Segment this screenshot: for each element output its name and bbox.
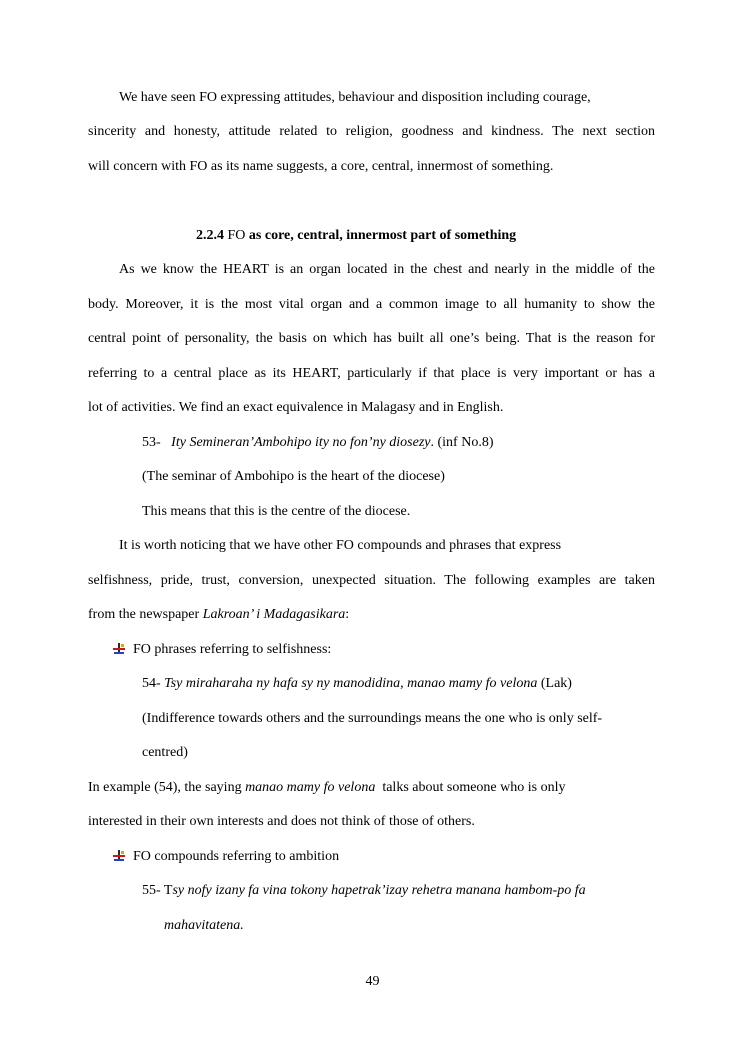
intro-line-3: will concern with FO as its name suggests, a core, central, innermost of something.: [88, 159, 554, 174]
bullet-2-label: FO compounds referring to ambition: [133, 849, 340, 864]
example-54: [142, 675, 572, 693]
plus-bullet-icon: [113, 643, 125, 655]
para2-line-3-post: :: [345, 607, 350, 622]
section-heading: [196, 227, 516, 245]
example-55-text-2-italic: mahavitatena.: [164, 918, 244, 933]
example-55-number: 55- T: [142, 883, 173, 898]
para2-line-3: [88, 606, 349, 624]
para2-line-1: It is worth noticing that we have other FO compounds and phrases that express: [119, 538, 562, 553]
example-55-text-2: [164, 917, 244, 935]
example-53-number: 53-: [142, 435, 161, 450]
example-55-text-1: sy nofy izany fa vina tokony hapetrak’izay rehetra manana hambom-po fa: [172, 883, 586, 898]
para1-line-2: body. Moreover, it is the most vital organ and a common image to all humanity to show the: [88, 297, 655, 312]
para3-line-2: interested in their own interests and does not think of those of others.: [88, 814, 475, 829]
bullet-1-label: FO phrases referring to selfishness:: [133, 642, 332, 657]
example-53-source: . (inf No.8): [430, 435, 494, 450]
para3-phrase: manao mamy fo velona: [245, 780, 376, 795]
example-53-text: Ity Semineran’Ambohipo ity no fon’ny diosezy: [171, 435, 431, 450]
para2-line-3-pre: from the newspaper: [88, 607, 203, 622]
example-53-translation: (The seminar of Ambohipo is the heart of the diocese): [142, 469, 445, 484]
intro-line-1: We have seen FO expressing attitudes, behaviour and disposition including courage,: [119, 90, 591, 105]
para1-line-3: central point of personality, the basis on which has built all one’s being. That is the reason for: [88, 331, 655, 346]
example-53: [142, 434, 494, 452]
example-54-translation-1: (Indifference towards others and the surroundings means the one who is only self-: [142, 711, 603, 726]
newspaper-name: Lakroan’ i Madagasikara: [202, 607, 346, 622]
para3-line-1-pre: In example (54), the saying: [88, 780, 246, 795]
example-54-source: (Lak): [537, 676, 572, 691]
example-54-text: Tsy miraharaha ny hafa sy ny manodidina, manao mamy fo velona: [164, 676, 538, 691]
example-54-translation-2: centred): [142, 745, 188, 760]
example-53-meaning: This means that this is the centre of the diocese.: [142, 504, 411, 519]
para1-line-4: referring to a central place as its HEART, particularly if that place is very important or has a: [88, 366, 655, 381]
para3-line-1-post: talks about someone who is only: [375, 780, 566, 795]
section-fo: FO: [227, 228, 246, 243]
intro-line-2: sincerity and honesty, attitude related to religion, goodness and kindness. The next section: [88, 124, 655, 139]
section-number: 2.2.4: [196, 228, 224, 243]
section-title: as core, central, innermost part of something: [248, 228, 517, 243]
example-54-number: 54-: [142, 676, 161, 691]
example-55: [142, 882, 586, 900]
plus-bullet-icon: [113, 850, 125, 862]
para1-line-1: As we know the HEART is an organ located in the chest and nearly in the middle of the: [119, 262, 655, 277]
page-number: 49: [365, 974, 380, 989]
para3-line-1: [88, 779, 565, 797]
para2-line-2: selfishness, pride, trust, conversion, unexpected situation. The following examples are taken: [88, 573, 655, 588]
para1-line-5: lot of activities. We find an exact equivalence in Malagasy and in English.: [88, 400, 504, 415]
